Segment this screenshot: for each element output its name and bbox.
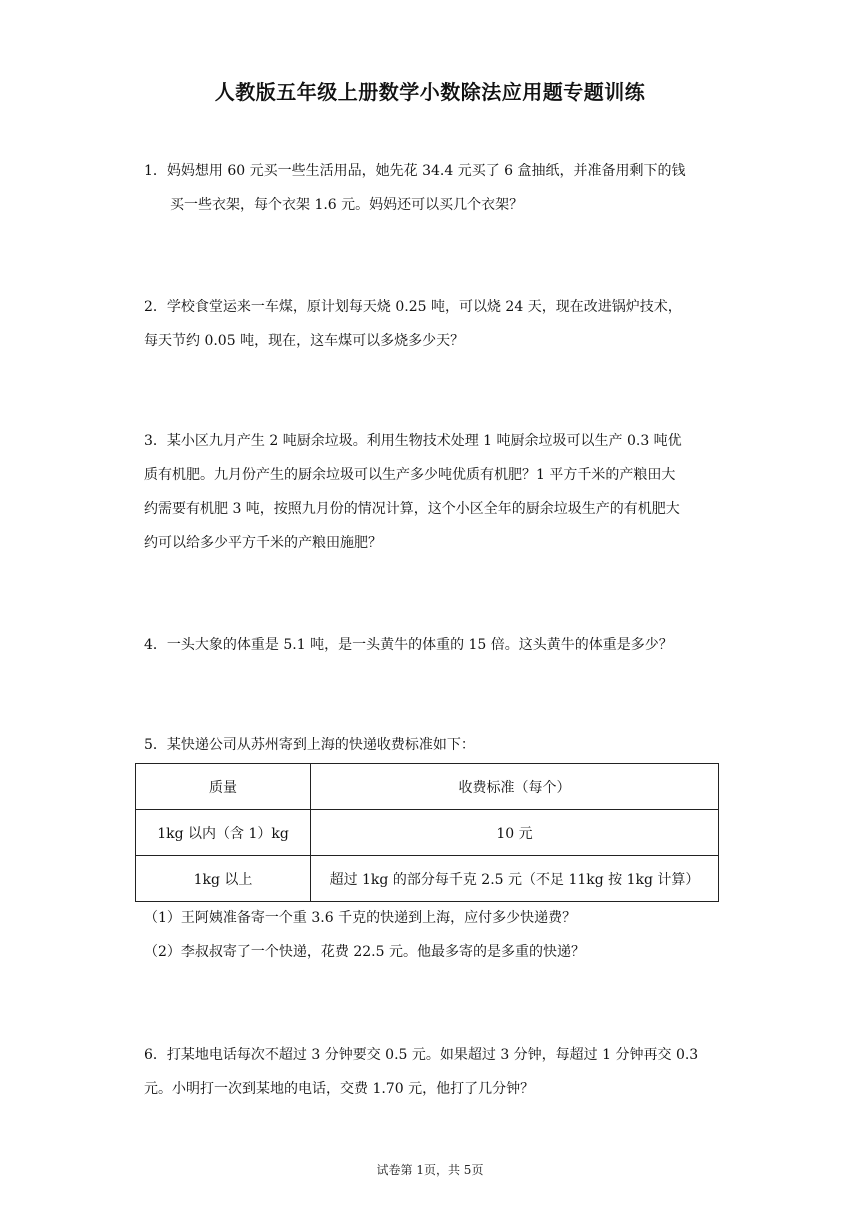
page-title: 人教版五年级上册数学小数除法应用题专题训练 bbox=[214, 80, 646, 104]
table-header-cell: 质量 bbox=[136, 764, 311, 810]
question-3-line-1: 3．某小区九月产生 2 吨厨余垃圾。利用生物技术处理 1 吨厨余垃圾可以生产 0.3 吨优 bbox=[144, 433, 682, 449]
page-footer: 试卷第 1页，共 5页 bbox=[376, 1163, 484, 1177]
question-2-line-2: 每天节约 0.05 吨，现在，这车煤可以多烧多少天？ bbox=[144, 333, 465, 349]
sub-question-1: （1）王阿姨准备寄一个重 3.6 千克的快递到上海，应付多少快递费？ bbox=[144, 910, 577, 926]
table-cell: 1kg 以内（含 1）kg bbox=[136, 810, 311, 856]
table-header-cell: 收费标准（每个） bbox=[311, 764, 719, 810]
table-row bbox=[136, 856, 719, 902]
question-3 bbox=[144, 424, 720, 560]
question-4-line-1: 4．一头大象的体重是 5.1 吨，是一头黄牛的体重的 15 倍。这头黄牛的体重是多少？ bbox=[144, 637, 673, 653]
question-3-line-2: 质有机肥。九月份产生的厨余垃圾可以生产多少吨优质有机肥？1 平方千米的产粮田大 bbox=[144, 467, 676, 483]
question-6-line-1: 6．打某地电话每次不超过 3 分钟要交 0.5 元。如果超过 3 分钟，每超过 1 分钟再交 0.3 bbox=[144, 1047, 699, 1063]
question-1-line-1: 1．妈妈想用 60 元买一些生活用品，她先花 34.4 元买了 6 盒抽纸，并准备用剩下的钱 bbox=[144, 163, 686, 179]
fee-table bbox=[135, 763, 719, 902]
table-cell: 10 元 bbox=[311, 810, 719, 856]
question-1-line-2: 买一些衣架，每个衣架 1.6 元。妈妈还可以买几个衣架？ bbox=[170, 197, 524, 213]
question-5-line-1: 5．某快递公司从苏州寄到上海的快递收费标准如下： bbox=[144, 737, 475, 753]
question-6-line-2: 元。小明打一次到某地的电话，交费 1.70 元，他打了几分钟？ bbox=[144, 1081, 535, 1097]
question-3-line-3: 约需要有机肥 3 吨，按照九月份的情况计算，这个小区全年的厨余垃圾生产的有机肥大 bbox=[144, 501, 680, 517]
question-2-line-1: 2．学校食堂运来一车煤，原计划每天烧 0.25 吨，可以烧 24 天，现在改进锅炉技术， bbox=[144, 299, 682, 315]
table-header-row bbox=[136, 764, 719, 810]
question-3-line-4: 约可以给多少平方千米的产粮田施肥？ bbox=[144, 535, 382, 551]
question-6 bbox=[144, 1038, 720, 1106]
question-1 bbox=[144, 154, 720, 222]
table-cell: 1kg 以上 bbox=[136, 856, 311, 902]
table-cell: 超过 1kg 的部分每千克 2.5 元（不足 11kg 按 1kg 计算） bbox=[311, 856, 719, 902]
question-2 bbox=[144, 290, 720, 358]
question-5 bbox=[144, 728, 720, 762]
sub-question-2: （2）李叔叔寄了一个快递，花费 22.5 元。他最多寄的是多重的快递？ bbox=[144, 944, 585, 960]
question-4 bbox=[144, 628, 720, 662]
table-row bbox=[136, 810, 719, 856]
